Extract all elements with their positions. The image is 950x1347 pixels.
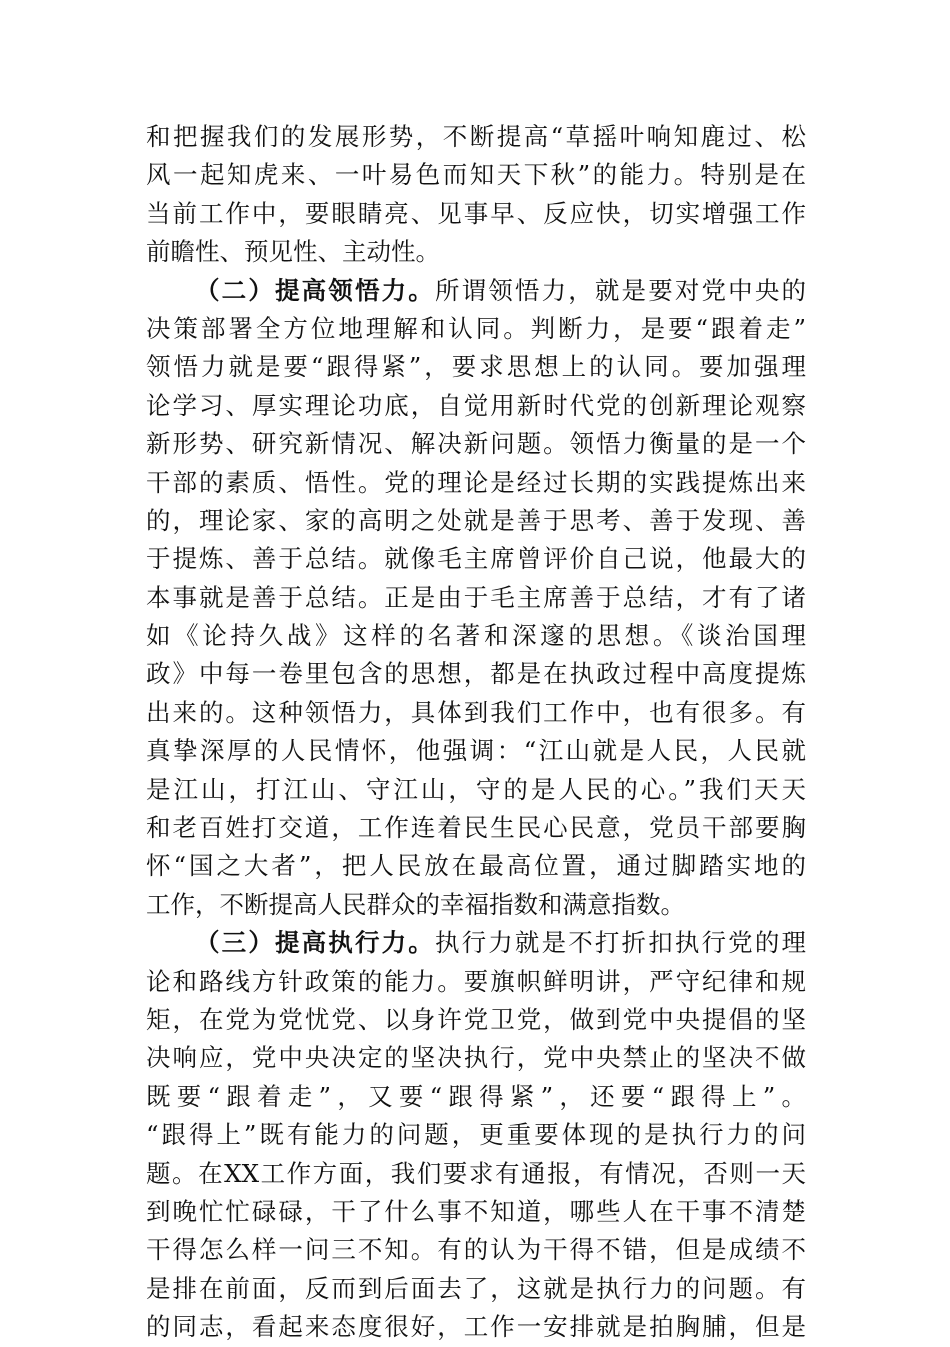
text-line: 的，理论家、家的高明之处就是善于思考、善于发现、善 [146, 505, 806, 535]
text-line: 真挚深厚的人民情怀，他强调：“江山就是人民，人民就 [146, 736, 806, 766]
text-line: 论学习、厚实理论功底，自觉用新时代党的创新理论观察 [146, 390, 806, 420]
text-line: 工作，不断提高人民群众的幸福指数和满意指数。 [146, 889, 685, 919]
text-line: 前瞻性、预见性、主动性。 [146, 237, 440, 267]
text-line: 当前工作中，要眼睛亮、见事早、反应快，切实增强工作 [146, 198, 806, 228]
text-line: 决响应，党中央决定的坚决执行，党中央禁止的坚决不做 [146, 1043, 806, 1073]
text-run: 执行力就是不打折扣执行党的理 [434, 928, 807, 958]
text-line: 新形势、研究新情况、解决新问题。领悟力衡量的是一个 [146, 429, 806, 459]
text-line: 政》中每一卷里包含的思想，都是在执政过程中高度提炼 [146, 659, 806, 689]
text-line: 怀“国之大者”，把人民放在最高位置，通过脚踏实地的 [146, 851, 806, 881]
text-line: 干得怎么样一问三不知。有的认为干得不错，但是成绩不 [146, 1235, 806, 1265]
text-line: 本事就是善于总结。正是由于毛主席善于总结，才有了诸 [146, 582, 806, 612]
section-heading: （二）提高领悟力。 [195, 275, 435, 305]
text-line: 论和路线方针政策的能力。要旗帜鲜明讲，严守纪律和规 [146, 966, 806, 996]
text-line: 矩，在党为党忧党、以身许党卫党，做到党中央提倡的坚 [146, 1004, 806, 1034]
text-line: “跟得上”既有能力的问题，更重要体现的是执行力的问 [146, 1120, 806, 1150]
paragraph-first-line [146, 924, 806, 962]
paragraph-first-line [146, 272, 806, 310]
text-line: 于提炼、善于总结。就像毛主席曾评价自己说，他最大的 [146, 544, 806, 574]
section-heading: （三）提高执行力。 [195, 928, 435, 958]
text-line: 领悟力就是要“跟得紧”，要求思想上的认同。要加强理 [146, 352, 806, 382]
document-body [146, 118, 806, 1347]
text-line: 是江山，打江山、守江山，守的是人民的心。”我们天天 [146, 774, 806, 804]
text-line: 决策部署全方位地理解和认同。判断力，是要“跟着走” [146, 313, 806, 343]
text-line: 既要“跟着走”，又要“跟得紧”，还要“跟得上”。 [146, 1081, 806, 1111]
text-line: 如《论持久战》这样的名著和深邃的思想。《谈治国理 [146, 621, 806, 651]
text-line: 的同志，看起来态度很好，工作一安排就是拍胸脯，但是 [146, 1312, 806, 1342]
text-line: 是排在前面，反而到后面去了，这就是执行力的问题。有 [146, 1273, 806, 1303]
text-line: 和老百姓打交道，工作连着民生民心民意，党员干部要胸 [146, 813, 806, 843]
text-line: 到晚忙忙碌碌，干了什么事不知道，哪些人在干事不清楚 [146, 1196, 806, 1226]
text-line: 干部的素质、悟性。党的理论是经过长期的实践提炼出来 [146, 467, 806, 497]
text-line: 出来的。这种领悟力，具体到我们工作中，也有很多。有 [146, 697, 806, 727]
text-line: 题。在XX工作方面，我们要求有通报，有情况，否则一天 [146, 1158, 806, 1188]
text-line: 风一起知虎来、一叶易色而知天下秋”的能力。特别是在 [146, 160, 806, 190]
text-run: 所谓领悟力，就是要对党中央的 [434, 275, 807, 305]
text-line: 和把握我们的发展形势，不断提高“草摇叶响知鹿过、松 [146, 122, 806, 151]
